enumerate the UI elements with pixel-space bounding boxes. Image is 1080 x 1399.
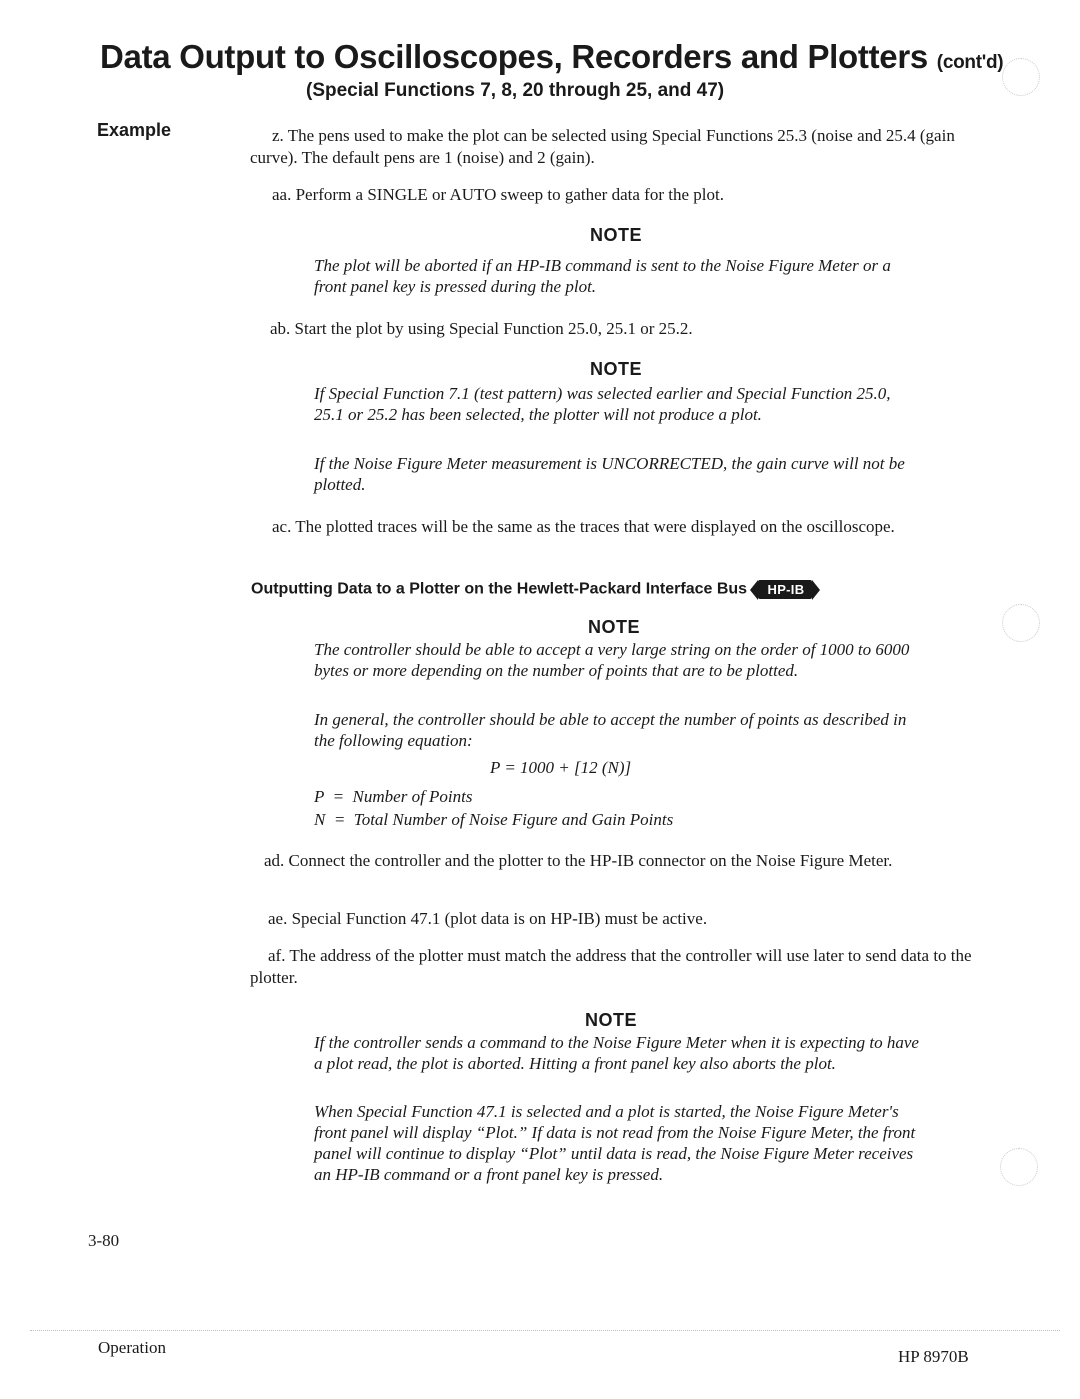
variable-definition: N = Total Number of Noise Figure and Gain Points: [314, 810, 674, 829]
step-af: af. The address of the plotter must match the address that the controller will use later to send data to the plotter.: [250, 946, 972, 987]
section-heading-text: Outputting Data to a Plotter on the Hewlett-Packard Interface Bus: [251, 580, 748, 598]
footer-model: HP 8970B: [898, 1347, 969, 1366]
note-heading: NOTE: [590, 225, 643, 245]
example-label: Example: [97, 120, 172, 140]
footer-section: Operation: [98, 1338, 166, 1357]
title-text: Data Output to Oscilloscopes, Recorders and Plotters: [100, 38, 928, 75]
binder-hole-icon: [1002, 604, 1040, 642]
note-heading: NOTE: [585, 1010, 638, 1030]
step-aa: aa. Perform a SINGLE or AUTO sweep to gather data for the plot.: [272, 185, 724, 204]
step-z: z. The pens used to make the plot can be selected using Special Functions 25.3 (noise and 25.4 (gain curve). The default pens are 1 (noise) and 2 (gain).: [250, 126, 955, 167]
footer-divider: [30, 1330, 1060, 1331]
equation: P = 1000 + [12 (N)]: [490, 758, 632, 777]
binder-hole-icon: [1002, 58, 1040, 96]
hpib-badge: HP-IB: [758, 580, 813, 599]
note-text: If the Noise Figure Meter measurement is UNCORRECTED, the gain curve will not be plotted.: [314, 454, 905, 494]
step-ab: ab. Start the plot by using Special Function 25.0, 25.1 or 25.2.: [270, 319, 693, 338]
note-text: In general, the controller should be able to accept the number of points as described in the following equation:: [314, 710, 907, 750]
binder-hole-icon: [1000, 1148, 1038, 1186]
note-text: If Special Function 7.1 (test pattern) was selected earlier and Special Function 25.0, 25.1 or 25.2 has been selected, the plotter will not produce a plot.: [314, 384, 891, 424]
page-number: 3-80: [88, 1231, 120, 1250]
note-text: If the controller sends a command to the Noise Figure Meter when it is expecting to have a plot read, the plot is aborted. Hitting a front panel key also aborts the plot.: [314, 1033, 919, 1073]
note-text: The controller should be able to accept a very large string on the order of 1000 to 6000 bytes or more depending on the number of points that are to be plotted.: [314, 640, 910, 680]
note-heading: NOTE: [588, 617, 641, 637]
title-contd: (cont'd): [936, 52, 1004, 73]
variable-definition: P = Number of Points: [314, 787, 473, 806]
note-text: When Special Function 47.1 is selected and a plot is started, the Noise Figure Meter's front panel will display “Plot.” If data is not read from the Noise Figure Meter, the front panel will continue to display “Plot” until data is read, the Noise Figure Meter receives an HP-IB command or a front panel key is pressed.: [314, 1102, 916, 1184]
step-ac: ac. The plotted traces will be the same as the traces that were displayed on the oscilloscope.: [272, 517, 895, 536]
note-text: The plot will be aborted if an HP-IB command is sent to the Noise Figure Meter or a front panel key is pressed during the plot.: [314, 256, 891, 296]
section-heading: [251, 580, 812, 599]
note-heading: NOTE: [590, 359, 643, 379]
step-ae: ae. Special Function 47.1 (plot data is on HP-IB) must be active.: [268, 909, 708, 928]
step-ad: ad. Connect the controller and the plotter to the HP-IB connector on the Noise Figure Meter.: [264, 851, 893, 870]
page-title: [100, 38, 1004, 76]
page-subtitle: (Special Functions 7, 8, 20 through 25, and 47): [306, 80, 725, 101]
